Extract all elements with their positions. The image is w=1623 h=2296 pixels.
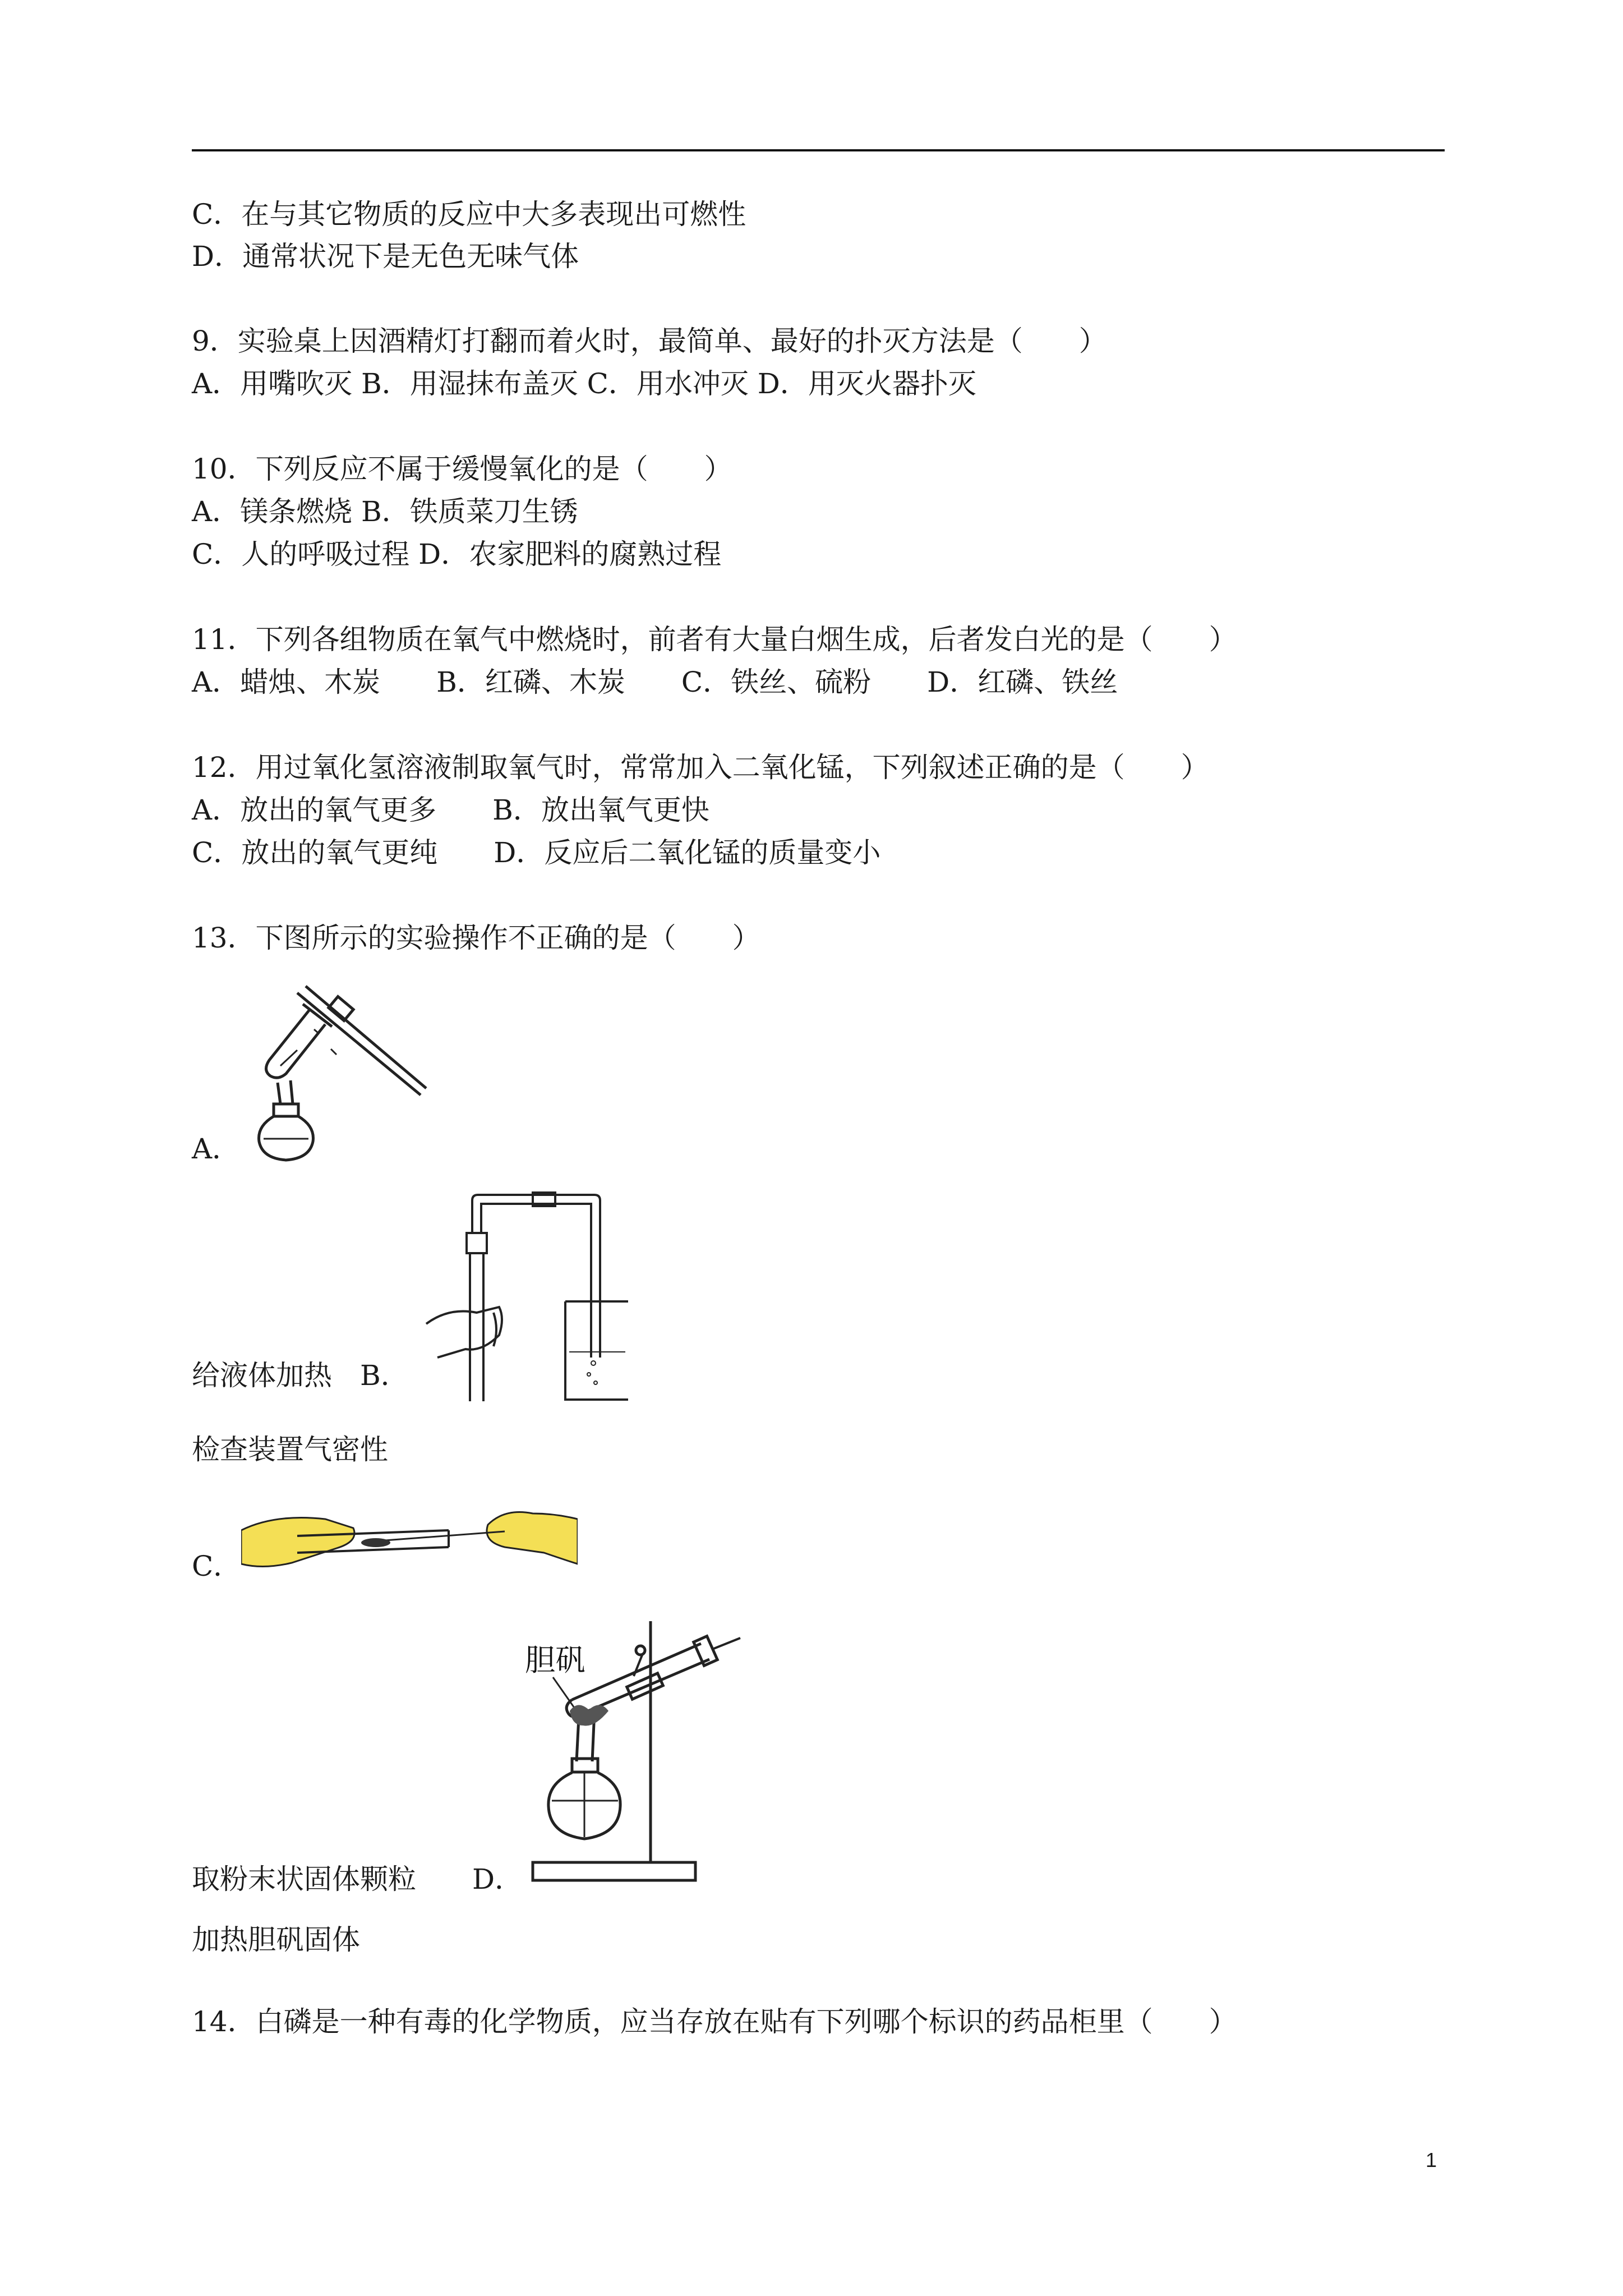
q12-options-ab: A．放出的氧气更多 B．放出氧气更快 — [192, 794, 709, 826]
q13-option-c-label: C． — [192, 1550, 242, 1582]
q10-options-ab: A．镁条燃烧 B．铁质菜刀生锈 — [192, 495, 578, 528]
header-rule — [192, 149, 1445, 151]
q13-caption-c-option-d: 取粉末状固体颗粒 D． — [192, 1863, 523, 1895]
page-number: 1 — [1426, 2148, 1437, 2171]
q8-option-c: C．在与其它物质的反应中大多表现出可燃性 — [192, 198, 746, 231]
q10-options-cd: C．人的呼吸过程 D．农家肥料的腐熟过程 — [192, 538, 722, 570]
q13-option-a-label: A． — [192, 1133, 241, 1165]
q13-caption-d: 加热胆矾固体 — [192, 1924, 360, 1956]
q12-options-cd: C．放出的氧气更纯 D．反应后二氧化锰的质量变小 — [192, 836, 881, 869]
figure-b-airtightness — [415, 1189, 628, 1402]
q13-caption-b: 检查装置气密性 — [192, 1433, 388, 1466]
q8-option-d: D．通常状况下是无色无味气体 — [192, 240, 579, 273]
figure-c-powder — [241, 1497, 578, 1581]
figure-a-heating-liquid — [247, 970, 432, 1178]
figure-d-label: 胆矾 — [525, 1642, 585, 1678]
q10-stem: 10．下列反应不属于缓慢氧化的是（ ） — [192, 453, 732, 485]
q13-stem: 13．下图所示的实验操作不正确的是（ ） — [192, 922, 760, 954]
q9-stem: 9．实验桌上因酒精灯打翻而着火时，最简单、最好的扑灭方法是（ ） — [192, 325, 1107, 357]
q12-stem: 12．用过氧化氢溶液制取氧气时，常常加入二氧化锰，下列叙述正确的是（ ） — [192, 751, 1209, 784]
q11-stem: 11．下列各组物质在氧气中燃烧时，前者有大量白烟生成，后者发白光的是（ ） — [192, 623, 1237, 656]
q11-options: A．蜡烛、木炭 B．红磷、木炭 C．铁丝、硫粉 D．红磷、铁丝 — [192, 666, 1118, 698]
q13-caption-a-option-b: 给液体加热 B． — [192, 1359, 409, 1392]
q14-stem: 14．白磷是一种有毒的化学物质，应当存放在贴有下列哪个标识的药品柜里（ ） — [192, 2005, 1237, 2038]
figure-d-heating-solid — [516, 1616, 780, 1902]
q9-options: A．用嘴吹灭 B．用湿抹布盖灭 C．用水冲灭 D．用灭火器扑灭 — [192, 367, 976, 400]
